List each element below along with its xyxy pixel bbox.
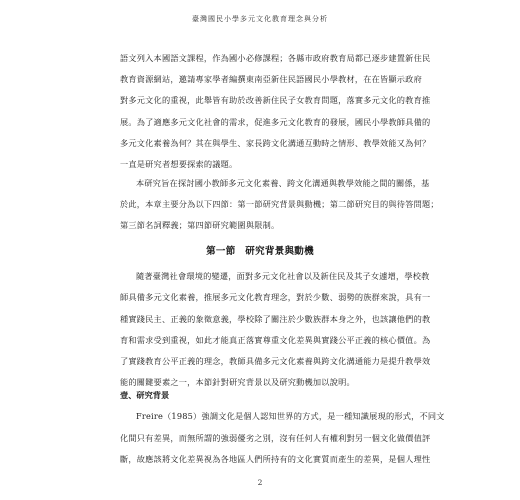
running-header: 臺灣國民小學多元文化教育理念與分析 [192,15,328,23]
text-line: 種實踐民主、正義的象徵意義，學校除了關注於少數族群本身之外，也該讓他們的教 [120,313,431,324]
text-line: 展。為了適應多元文化社會的需求，促進多元文化教育的發展，國民小學教師具備的 [120,116,431,127]
text-line: 能的關鍵要素之一，本節針對研究背景以及研究動機加以說明。 [120,377,355,388]
text-line: 一直是研究者想要探索的議題。 [120,158,238,169]
text-line: 教育資源網站，邀請專家學者編撰東南亞新住民語國民小學教材，在在皆顯示政府 [120,74,422,85]
text-line: 育和需求受到重視，如此才能真正落實尊重文化差異與實踐公平正義的核心價值。為 [120,334,431,345]
text-line: 隨著臺灣社會環境的變遷，面對多元文化社會以及新住民及其子女遽增，學校教 [136,271,430,281]
page-number: 2 [257,478,263,487]
paragraph-1 [120,53,431,180]
text-line: 師具備多元文化素養，推展多元文化教育理念，對於少數、弱勢的族群來說，具有一 [120,292,431,303]
text-line: 了實踐教育公平正義的理念，教師具備多元文化素養與跨文化溝通能力是提升教學效 [120,356,431,367]
paragraph-4 [120,411,445,476]
text-line: 語文列入本國語文課程，作為國小必修課程；各縣市政府教育局都已逐步建置新住民 [120,53,431,63]
text-line: 對多元文化的重視，此舉皆有助於改善新住民子女教育問題，落實多元文化的教育推 [120,95,431,106]
text-line: 於此，本章主要分為以下四節：第一節研究背景與動機；第二節研究目的與待答問題； [120,199,439,209]
text-line: Freire（1985）強調文化是個人認知世界的方式，是一種知識展現的形式，不同文 [136,411,445,421]
section-title: 第一節 研究背景與動機 [206,246,314,257]
text-line: 本研究旨在探討國小教師多元文化素養、跨文化溝通與教學效能之間的關係，基 [136,178,430,188]
text-line: 化間只有差異，而無所謂的強弱優劣之別，沒有任何人有權利對另一個文化做價值評 [120,432,431,443]
subsection-heading: 壹、研究背景 [120,390,170,400]
paragraph-2 [120,178,439,241]
text-line: 多元文化素養為何？其在與學生、家長跨文化溝通互動時之情形、教學效能又為何？ [120,137,431,148]
text-line: 第三節名詞釋義；第四節研究範圍與限制。 [120,220,280,230]
paragraph-3 [120,271,431,399]
text-line: 斷，故應該將文化差異視為各地區人們所持有的文化實質而產生的差異，是個人理性 [120,454,431,464]
